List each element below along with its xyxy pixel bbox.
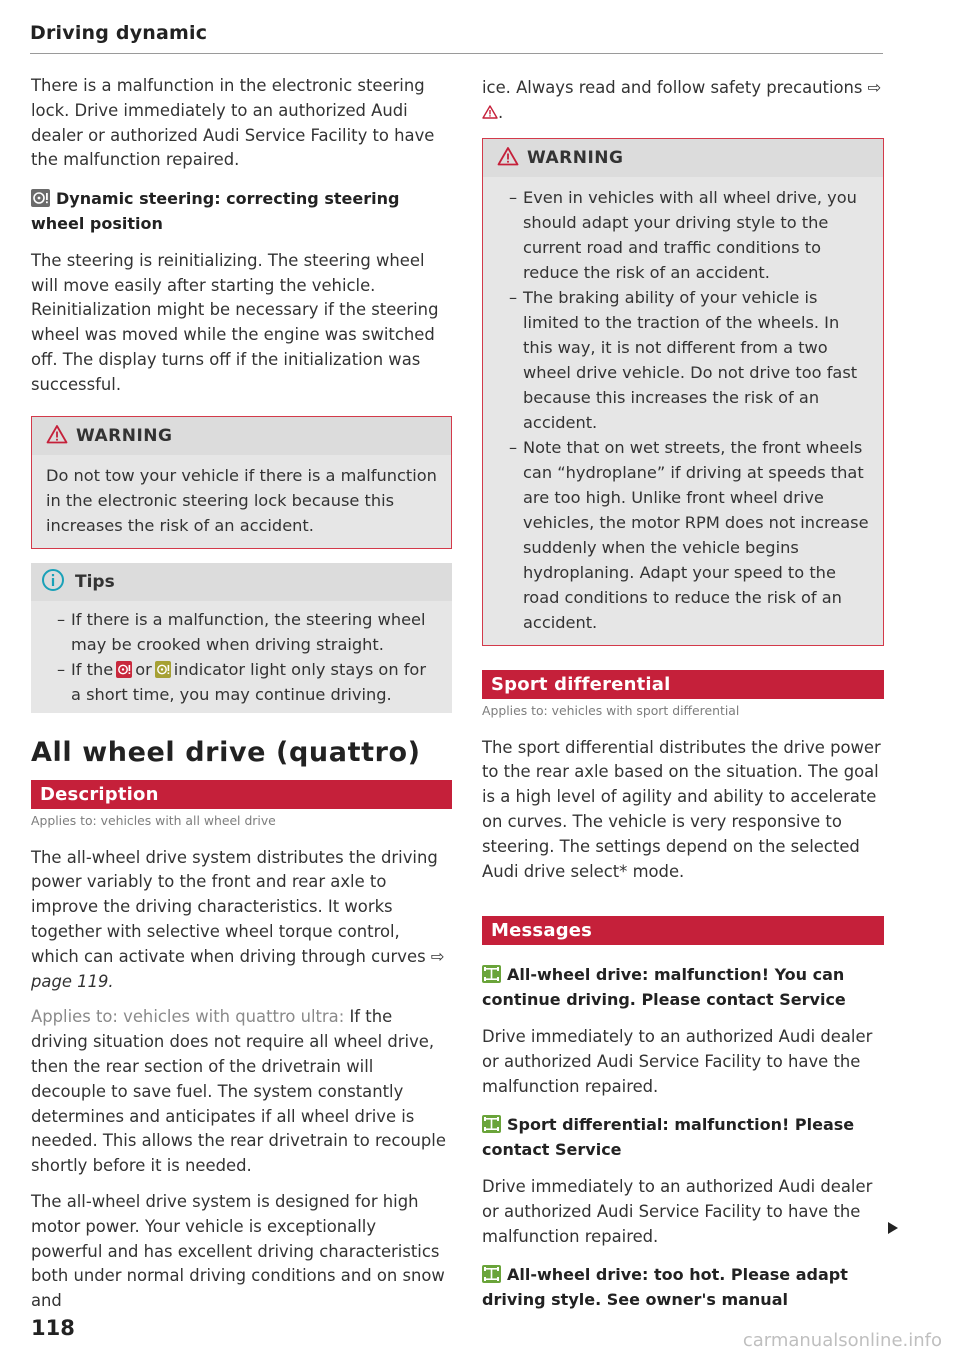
warning-title: WARNING	[527, 147, 624, 168]
messages-bar: Messages	[482, 916, 884, 945]
warning-text: Do not tow your vehicle if there is a malfunction in the electronic steering lock because this increases the risk of an accident.	[46, 465, 437, 535]
warning-item-1: – Even in vehicles with all wheel drive, you should adapt your driving style to the current road and traffic conditions to reduce the risk of an accident.	[497, 185, 869, 285]
tips-item-1: – If there is a malfunction, the steering wheel may be crooked when driving straight.	[45, 607, 438, 657]
dynamic-steering-heading	[31, 187, 452, 237]
msg-sport-differential-heading	[482, 1113, 884, 1163]
msg-awd-too-hot-text: All-wheel drive: too hot. Please adapt driving style. See owner's manual	[482, 1265, 848, 1310]
dynamic-steering-heading-text: Dynamic steering: correcting steering wheel position	[31, 189, 400, 233]
quattro-ultra-applies: Applies to: vehicles with quattro ultra:	[31, 1007, 345, 1027]
warning-header	[483, 139, 883, 177]
msg-awd-malfunction-heading	[482, 963, 884, 1013]
left-column	[31, 74, 452, 1325]
page-number: 118	[31, 1316, 75, 1340]
awd-indicator-icon	[482, 965, 501, 983]
section-title: Driving dynamic	[30, 22, 208, 44]
steering-warning-icon	[31, 189, 50, 207]
steering-yellow-indicator-icon	[155, 661, 171, 678]
continue-arrow-icon[interactable]	[888, 1222, 898, 1234]
warning-title: WARNING	[76, 425, 173, 446]
awd-paragraph-2-text: If the driving situation does not require all wheel drive, then the rear section of the drivetrain will decouple to save fuel. The system constantly determines and anticipates if all wheel drive is needed. This allows the rear drivetrain to recouple shortly before it is needed.	[31, 1007, 446, 1176]
tips-title: Tips	[75, 571, 115, 592]
awd-title: All wheel drive (quattro)	[31, 736, 421, 768]
msg-awd-malfunction-text: All-wheel drive: malfunction! You can continue driving. Please contact Service	[482, 965, 846, 1010]
description-bar: Description	[31, 780, 452, 809]
awd-indicator-icon	[482, 1115, 501, 1133]
warning-box-awd	[482, 138, 884, 646]
page-header	[30, 22, 883, 54]
warning-item-2: – The braking ability of your vehicle is limited to the traction of the wheels. In this way, it is not different from a two wheel drive vehicle. Do not drive too fast because this increases the risk of an accident.	[497, 285, 869, 435]
awd-paragraph-3: The all-wheel drive system is designed for high motor power. Your vehicle is exceptionally powerful and has excellent driving characteristics both under normal driving conditions and on snow and	[31, 1191, 445, 1311]
msg-sport-differential-body: Drive immediately to an authorized Audi dealer or authorized Audi Service Facility to have the malfunction repaired.	[482, 1176, 873, 1246]
tips-header	[31, 563, 452, 601]
awd-indicator-icon	[482, 1265, 501, 1283]
safety-continuation-text: ice. Always read and follow safety precautions ⇨	[482, 78, 882, 97]
dynamic-steering-body: The steering is reinitializing. The steering wheel will move easily after starting the vehicle. Reinitialization might be necessary if the steering wheel was moved while the engine was switched off. The display turns off if the initialization was successful.	[31, 250, 439, 394]
warning-item-3: – Note that on wet streets, the front wheels can “hydroplane” if driving at speeds that are too high. Unlike front wheel drive vehicles, the motor RPM does not increase suddenly when the vehicle begins hydroplaning. Adapt your speed to the road conditions to reduce the risk of an accident.	[497, 435, 869, 635]
warning-triangle-icon	[497, 146, 519, 170]
page-reference-link[interactable]: ⇨ page 119.	[31, 946, 445, 991]
tips-item-2-mid: or	[135, 659, 152, 679]
warning-box-tow	[31, 416, 452, 549]
awd-paragraph-1	[31, 846, 452, 995]
warning-ref-icon[interactable]	[482, 103, 498, 122]
msg-sport-differential-text: Sport differential: malfunction! Please contact Service	[482, 1115, 855, 1160]
applies-awd: Applies to: vehicles with all wheel drive	[31, 812, 276, 828]
warning-body	[483, 177, 883, 645]
right-column	[482, 76, 884, 1325]
steering-lock-intro: There is a malfunction in the electronic steering lock. Drive immediately to an authorized Audi dealer or authorized Audi Service Facility to have the malfunction repaired.	[31, 76, 435, 170]
awd-paragraph-2	[31, 1005, 452, 1179]
info-icon	[41, 568, 65, 596]
warning-body	[32, 455, 451, 548]
awd-paragraph-1-text: The all-wheel drive system distributes the driving power variably to the front and rear axle to improve the driving characteristics. It works together with selective wheel torque control, which can activate when driving through curves	[31, 847, 438, 966]
tips-item-2-post: indicator light only stays on for a short time, you may continue driving.	[71, 659, 426, 704]
tips-item-2-pre: If the	[71, 659, 114, 679]
tips-box	[31, 563, 452, 713]
steering-red-indicator-icon	[116, 661, 132, 678]
warning-triangle-icon	[46, 424, 68, 448]
sport-differential-bar: Sport differential	[482, 670, 884, 699]
watermark: carmanualsonline.info	[742, 1330, 942, 1351]
sport-differential-body: The sport differential distributes the drive power to the rear axle based on the situation. The goal is a high level of agility and ability to accelerate on curves. The vehicle is very responsive to steering. The settings depend on the selected Audi drive select* mode.	[482, 737, 881, 881]
tips-item-2	[45, 657, 438, 707]
safety-continuation: ice. Always read and follow safety precautions ⇨ .	[482, 78, 882, 122]
warning-header	[32, 417, 451, 455]
tips-body	[31, 601, 452, 713]
applies-sport: Applies to: vehicles with sport differential	[482, 702, 740, 718]
msg-awd-too-hot-heading	[482, 1263, 884, 1313]
msg-awd-malfunction-body: Drive immediately to an authorized Audi dealer or authorized Audi Service Facility to have the malfunction repaired.	[482, 1026, 873, 1096]
